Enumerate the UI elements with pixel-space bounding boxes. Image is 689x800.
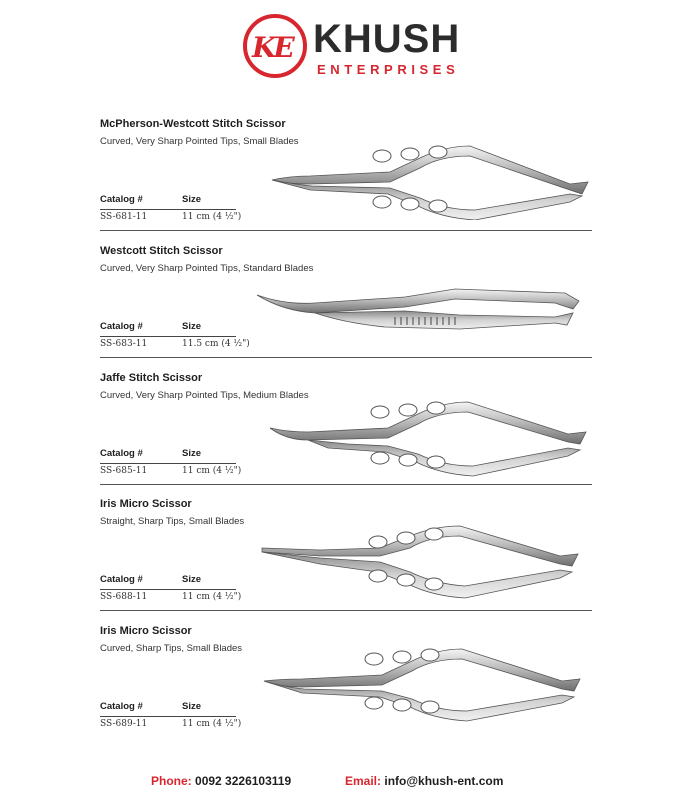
size-header: Size bbox=[182, 448, 202, 459]
product-description: Curved, Very Sharp Pointed Tips, Standard Blades bbox=[100, 263, 314, 274]
logo-monogram: KE bbox=[252, 31, 292, 64]
email-label: Email: bbox=[345, 774, 382, 788]
logo-monogram-badge bbox=[243, 14, 307, 78]
catalog-number: SS-688-11 bbox=[100, 592, 148, 602]
product-title: Iris Micro Scissor bbox=[100, 625, 192, 637]
product-size: 11.5 cm (4 ½") bbox=[182, 339, 250, 349]
company-logo bbox=[243, 14, 463, 84]
product-title: Jaffe Stitch Scissor bbox=[100, 372, 203, 384]
phone-contact[interactable] bbox=[151, 774, 291, 788]
catalog-header: Catalog # bbox=[100, 448, 143, 459]
product-description: Curved, Very Sharp Pointed Tips, Small Blades bbox=[100, 136, 299, 147]
product-spec-table bbox=[100, 321, 250, 353]
product-title: McPherson-Westcott Stitch Scissor bbox=[100, 118, 286, 130]
product-size: 11 cm (4 ½") bbox=[182, 719, 242, 729]
product-description: Straight, Sharp Tips, Small Blades bbox=[100, 516, 245, 527]
product-item bbox=[0, 372, 689, 498]
product-description: Curved, Sharp Tips, Small Blades bbox=[100, 643, 243, 654]
product-title: Iris Micro Scissor bbox=[100, 498, 192, 510]
size-header: Size bbox=[182, 574, 202, 585]
email-contact[interactable] bbox=[345, 774, 503, 788]
section-divider bbox=[100, 357, 592, 358]
size-header: Size bbox=[182, 701, 202, 712]
catalog-number: SS-683-11 bbox=[100, 339, 148, 349]
catalog-number: SS-685-11 bbox=[100, 466, 148, 476]
curved-scissor-holes-icon bbox=[270, 132, 600, 220]
product-description: Curved, Very Sharp Pointed Tips, Medium Blades bbox=[100, 390, 309, 401]
curved-scissor-holes-icon bbox=[262, 637, 596, 723]
product-size: 11 cm (4 ½") bbox=[182, 212, 242, 222]
product-spec-table bbox=[100, 448, 242, 480]
straight-scissor-holes-icon bbox=[260, 514, 596, 600]
product-item bbox=[0, 625, 689, 751]
company-subtitle: ENTERPRISES bbox=[317, 62, 460, 77]
product-spec-table bbox=[100, 574, 242, 606]
catalog-header: Catalog # bbox=[100, 574, 143, 585]
catalog-number: SS-689-11 bbox=[100, 719, 148, 729]
product-size: 11 cm (4 ½") bbox=[182, 592, 242, 602]
catalog-header: Catalog # bbox=[100, 701, 143, 712]
catalog-header: Catalog # bbox=[100, 321, 143, 332]
product-title: Westcott Stitch Scissor bbox=[100, 245, 223, 257]
section-divider bbox=[100, 610, 592, 611]
section-divider bbox=[100, 484, 592, 485]
phone-label: Phone: bbox=[151, 774, 192, 788]
product-spec-table bbox=[100, 701, 242, 733]
product-size: 11 cm (4 ½") bbox=[182, 466, 242, 476]
size-header: Size bbox=[182, 321, 202, 332]
catalog-number: SS-681-11 bbox=[100, 212, 148, 222]
curved-scissor-serrated-icon bbox=[255, 265, 595, 345]
phone-number[interactable]: 0092 3226103119 bbox=[195, 774, 292, 788]
catalog-header: Catalog # bbox=[100, 194, 143, 205]
product-spec-table bbox=[100, 194, 242, 226]
curved-scissor-holes-icon bbox=[268, 388, 598, 478]
product-item bbox=[0, 118, 689, 244]
section-divider bbox=[100, 230, 592, 231]
product-item bbox=[0, 498, 689, 624]
product-item bbox=[0, 245, 689, 371]
email-address[interactable]: info@khush-ent.com bbox=[384, 774, 504, 788]
size-header: Size bbox=[182, 194, 202, 205]
company-name: KHUSH bbox=[313, 17, 461, 61]
